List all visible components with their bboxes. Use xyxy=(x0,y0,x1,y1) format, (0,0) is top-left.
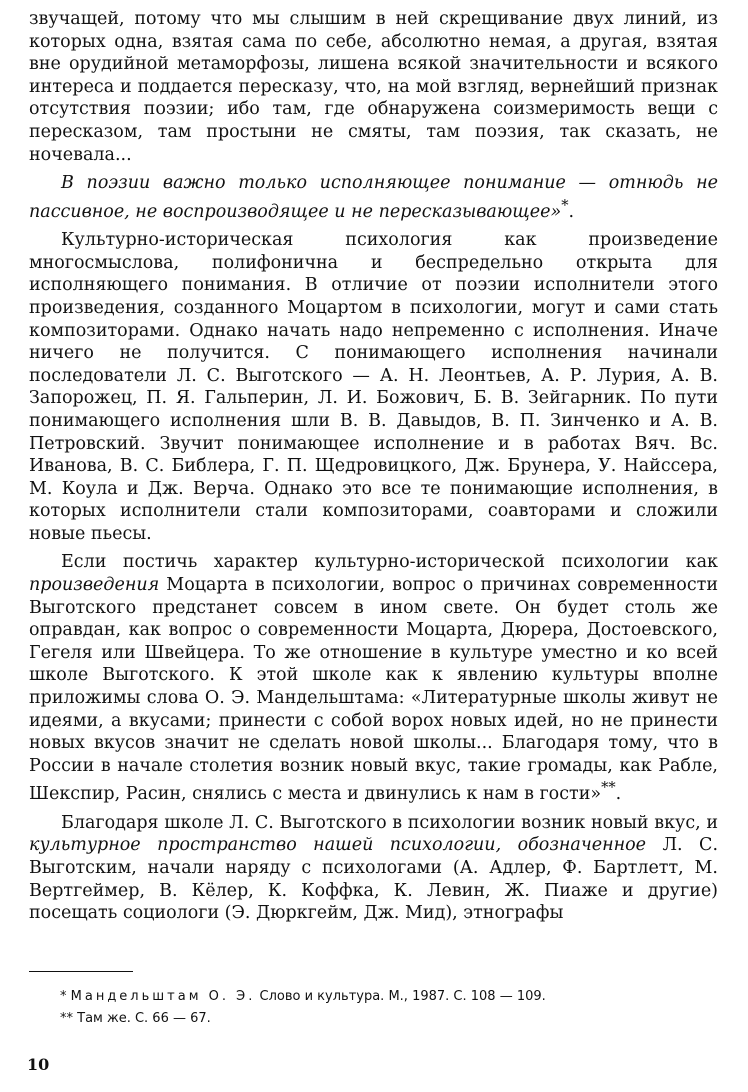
footnote-1-mark: * xyxy=(60,989,67,1004)
paragraph-2 xyxy=(29,172,718,223)
footnote-2-mark: ** xyxy=(60,1011,73,1026)
paragraph-5-start: Благодаря школе Л. С. Выготского в психологии возник новый вкус, и xyxy=(61,812,718,833)
paragraph-4-emphasis: произведения xyxy=(29,575,160,596)
main-text xyxy=(29,8,718,925)
paragraph-5-emphasis: культурное пространство нашей психологии, обозначенное xyxy=(29,835,647,856)
footnote-1-text: Слово и культура. М., 1987. С. 108 — 109. xyxy=(259,989,546,1004)
paragraph-4-start: Если постичь характер культурно-исторической психологии как xyxy=(61,552,718,573)
footnote-divider xyxy=(29,971,133,972)
footnote-ref-1: * xyxy=(561,196,569,214)
footnote-2-text: Там же. С. 66 — 67. xyxy=(77,1011,211,1026)
paragraph-4 xyxy=(29,551,718,805)
page-number: 10 xyxy=(27,1055,50,1074)
paragraph-5-rest: Л. С. Выготским, начали наряду с психологами (А. Адлер, Ф. Бартлетт, М. Вертгеймер, В. Кёлер, К. Коффка, К. Левин, Ж. Пиаже и другие) посещать социологи (Э. Дюркгейм, Дж. Мид), этнографы xyxy=(29,835,719,924)
paragraph-2-text: В поэзии важно только исполняющее понимание — отнюдь не пассивное, не воспроизводящее и не пересказывающее» xyxy=(29,173,718,222)
footnote-1 xyxy=(60,986,700,1008)
footnotes xyxy=(60,986,700,1030)
paragraph-1: звучащей, потому что мы слышим в ней скрещивание двух линий, из которых одна, взятая сама по себе, абсолютно немая, а другая, взятая вне орудийной метаморфозы, лишена всякой значительности и всякого интереса и поддается пересказу, что, на мой взгляд, вернейший признак отсутствия поэзии; ибо там, где обнаружена соизмеримость вещи с пересказом, там простыни не смяты, там поэзия, так сказать, не ночевала... xyxy=(29,9,718,165)
paragraph-5 xyxy=(29,812,718,925)
paragraph-4-end: . xyxy=(615,784,622,805)
footnote-1-author: Мандельштам О. Э. xyxy=(70,989,256,1004)
paragraph-4-rest: Моцарта в психологии, вопрос о причинах современности Выготского предстанет совсем в ином свете. Он будет столь же оправдан, как вопрос о современности Моцарта, Дюрера, Достоевского, Гегеля или Швейцера. То же отношение в культуре уместно и ко всей школе Выготского. К этой школе как к явлению культуры вполне приложимы слова О. Э. Мандельштама: «Литературные школы живут не идеями, а вкусами; принести с собой ворох новых идей, но не принести новых вкусов значит не сделать новой школы... Благодаря тому, что в России в начале столетия возник новый вкус, такие громады, как Рабле, Шекспир, Расин, снялись с места и двинулись к нам в гости» xyxy=(29,575,718,805)
footnote-ref-2: ** xyxy=(601,779,616,797)
paragraph-3: Культурно-историческая психология как произведение многосмыслова, полифонична и беспредельно открыта для исполняющего понимания. В отличие от поэзии исполнители этого произведения, созданного Моцартом в психологии, могут и сами стать композиторами. Однако начать надо непременно с исполнения. Иначе ничего не получится. С понимающего исполнения начинали последователи Л. С. Выготского — А. Н. Леонтьев, А. Р. Лурия, А. В. Запорожец, П. Я. Гальперин, Л. И. Божович, Б. В. Зейгарник. По пути понимающего исполнения шли В. В. Давыдов, В. П. Зинченко и А. В. Петровский. Звучит понимающее исполнение и в работах Вяч. Вс. Иванова, В. С. Библера, Г. П. Щедровицкого, Дж. Брунера, У. Найссера, М. Коула и Дж. Верча. Однако это все те понимающие исполнения, в которых исполнители стали композиторами, соавторами и сложили новые пьесы. xyxy=(29,230,718,544)
paragraph-2-end: . xyxy=(568,201,575,222)
footnote-2 xyxy=(60,1008,700,1030)
